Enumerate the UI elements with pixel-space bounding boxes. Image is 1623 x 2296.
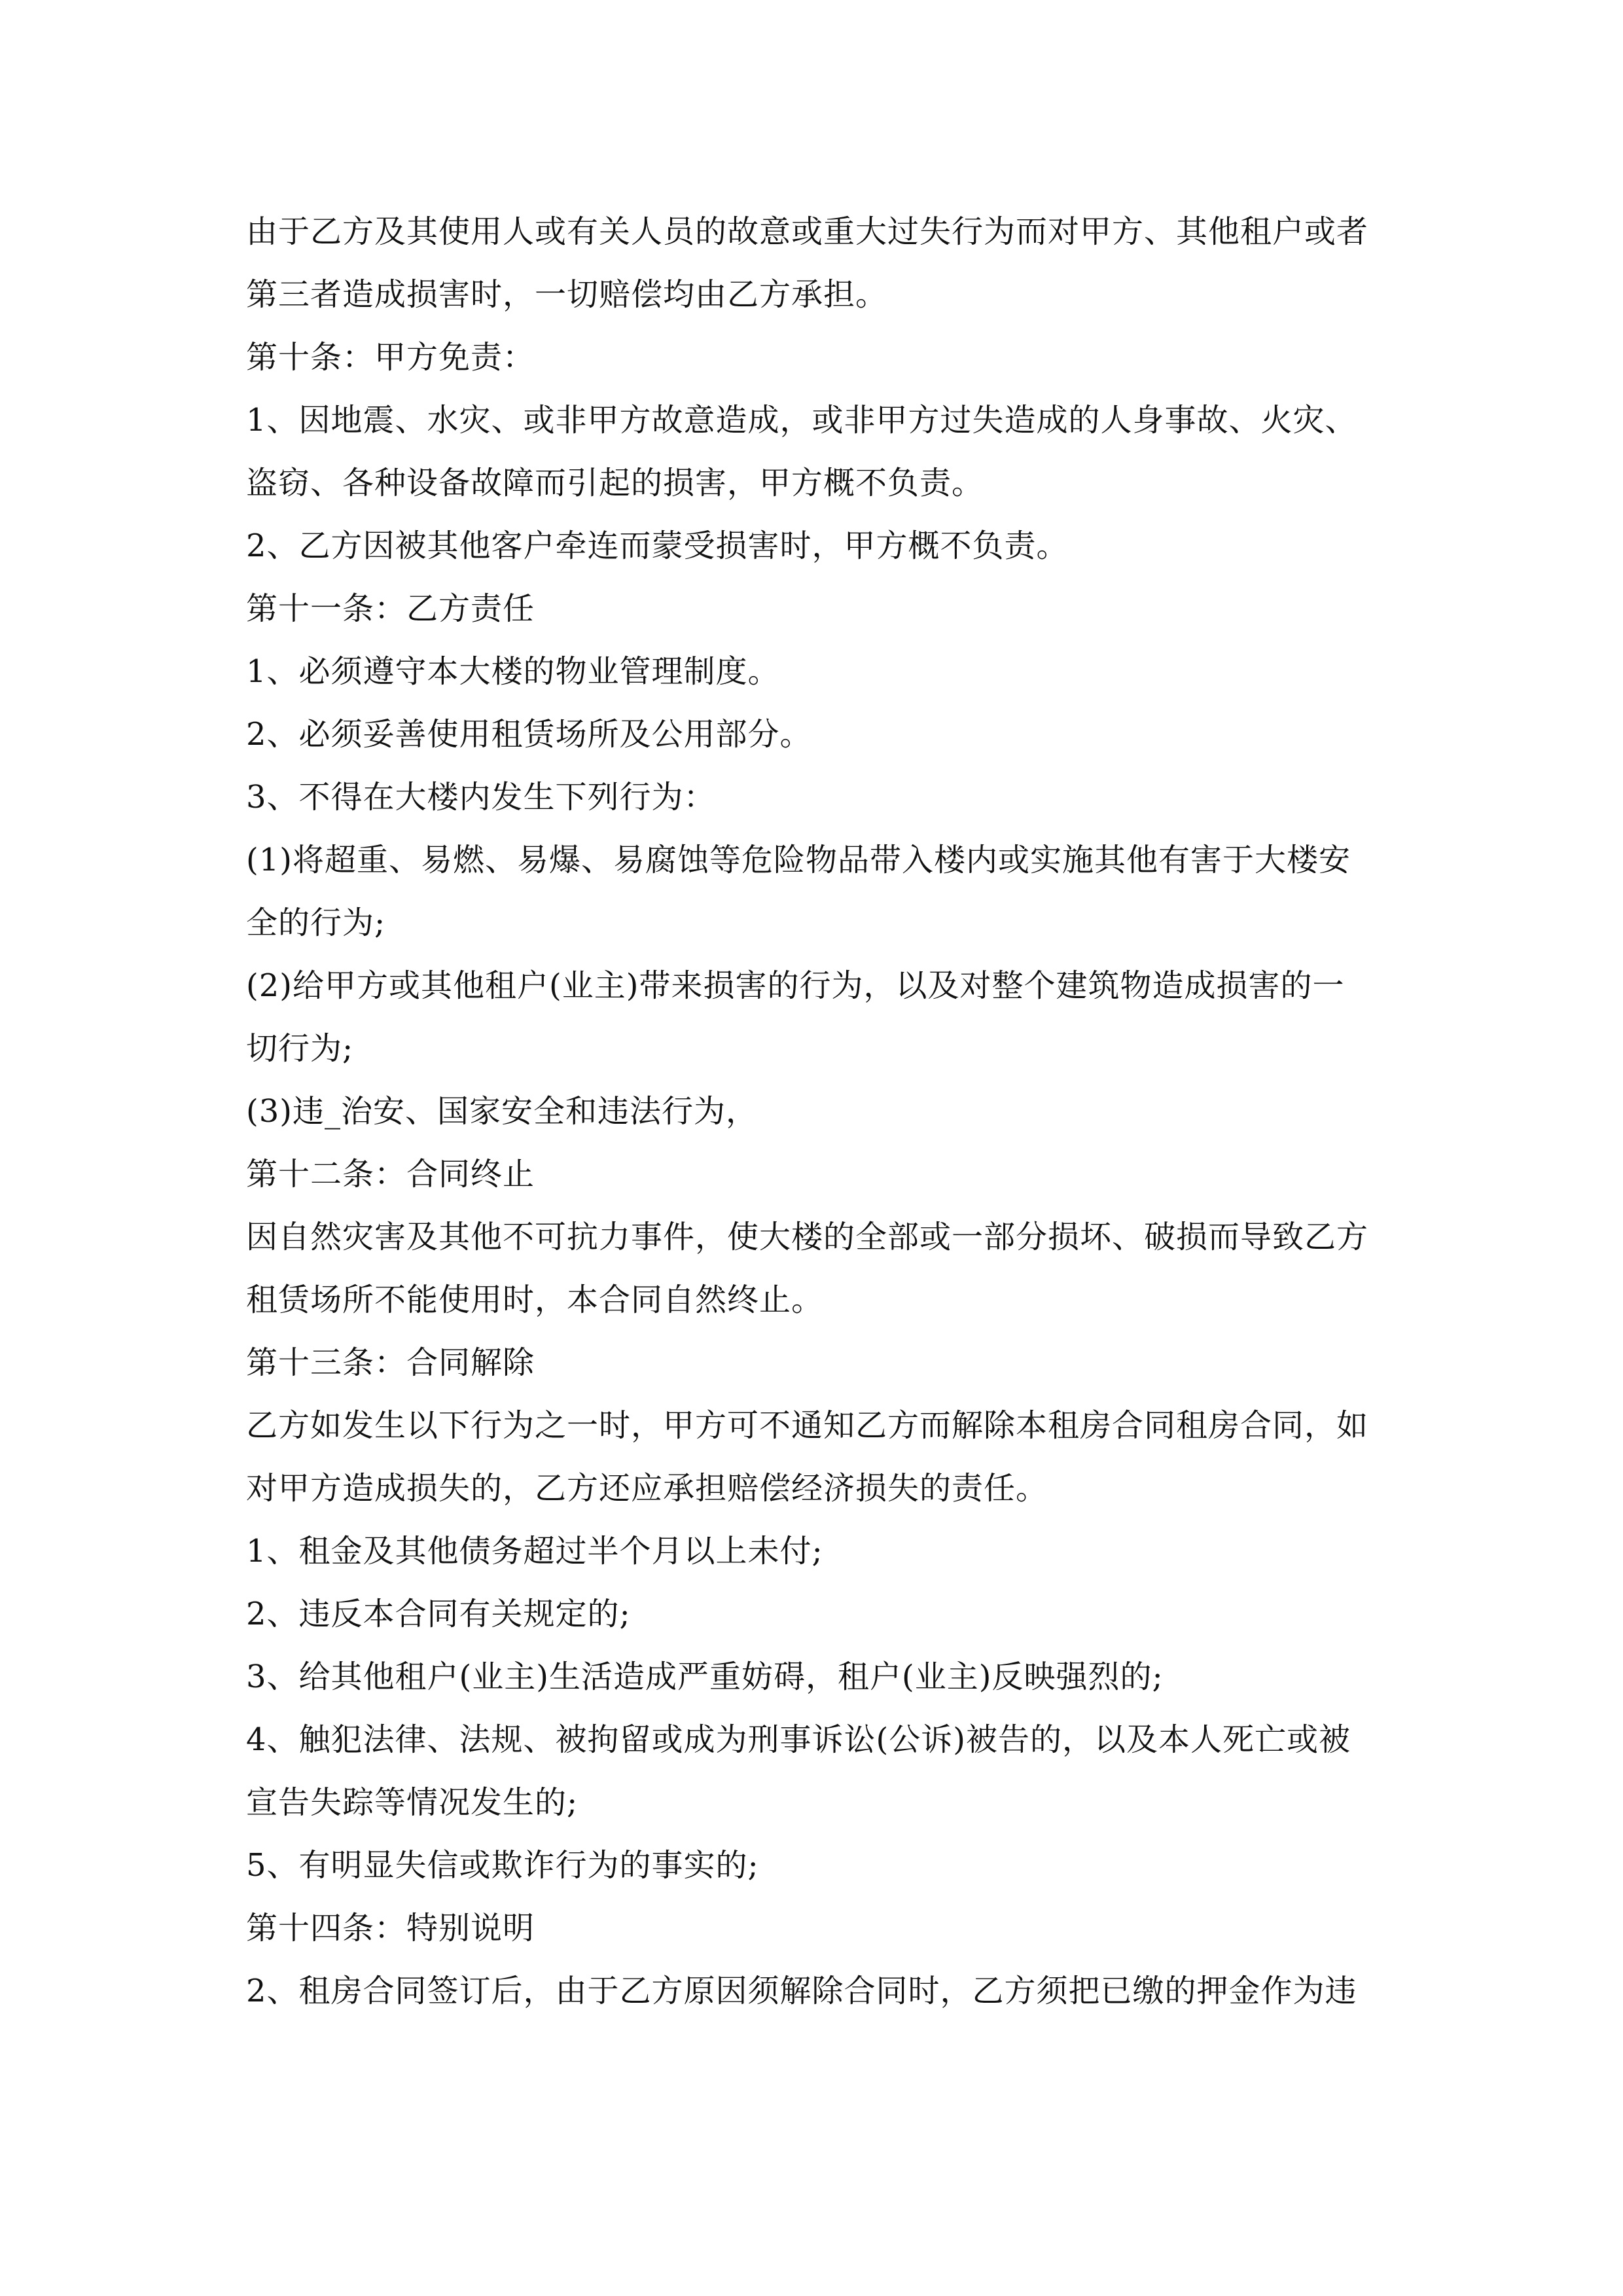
text-line: 宣告失踪等情况发生的; bbox=[246, 1784, 579, 1821]
text-line: 盗窃、各种设备故障而引起的损害，甲方概不负责。 bbox=[246, 465, 984, 501]
text-line: 3、不得在大楼内发生下列行为： bbox=[246, 779, 716, 816]
section-heading: 第十四条：特别说明 bbox=[246, 1910, 535, 1946]
section-heading: 第十三条：合同解除 bbox=[246, 1344, 535, 1381]
text-line: 2、违反本合同有关规定的; bbox=[246, 1596, 631, 1632]
text-line: 对甲方造成损失的，乙方还应承担赔偿经济损失的责任。 bbox=[246, 1470, 1048, 1507]
text-line: 切行为; bbox=[246, 1030, 354, 1067]
text-line: 租赁场所不能使用时，本合同自然终止。 bbox=[246, 1282, 824, 1318]
section-heading: 第十二条：合同终止 bbox=[246, 1156, 535, 1193]
text-line: 3、给其他租户(业主)生活造成严重妨碍，租户(业主)反映强烈的; bbox=[246, 1659, 1164, 1695]
text-line: 1、因地震、水灾、或非甲方故意造成，或非甲方过失造成的人身事故、火灾、 bbox=[246, 402, 1357, 439]
text-line: 1、租金及其他债务超过半个月以上未付; bbox=[246, 1533, 823, 1570]
document-body bbox=[246, 200, 1381, 2022]
text-line: 1、必须遵守本大楼的物业管理制度。 bbox=[246, 653, 780, 690]
text-line: (2)给甲方或其他租户(业主)带来损害的行为，以及对整个建筑物造成损害的一 bbox=[246, 967, 1345, 1004]
text-line: 5、有明显失信或欺诈行为的事实的; bbox=[246, 1847, 759, 1884]
text-line: 因自然灾害及其他不可抗力事件，使大楼的全部或一部分损坏、破损而导致乙方 bbox=[246, 1219, 1369, 1255]
text-line: (1)将超重、易燃、易爆、易腐蚀等危险物品带入楼内或实施其他有害于大楼安 bbox=[246, 842, 1351, 878]
text-line: 全的行为; bbox=[246, 905, 386, 941]
text-line: 乙方如发生以下行为之一时，甲方可不通知乙方而解除本租房合同租房合同，如 bbox=[246, 1407, 1369, 1444]
text-line: 第三者造成损害时，一切赔偿均由乙方承担。 bbox=[246, 276, 888, 313]
text-line: (3)违_治安、国家安全和违法行为， bbox=[246, 1093, 758, 1130]
text-line: 由于乙方及其使用人或有关人员的故意或重大过失行为而对甲方、其他租户或者 bbox=[246, 213, 1369, 250]
text-line: 2、必须妥善使用租赁场所及公用部分。 bbox=[246, 716, 812, 753]
section-heading: 第十一条：乙方责任 bbox=[246, 590, 535, 627]
text-line: 2、乙方因被其他客户牵连而蒙受损害时，甲方概不负责。 bbox=[246, 528, 1069, 564]
text-line: 4、触犯法律、法规、被拘留或成为刑事诉讼(公诉)被告的，以及本人死亡或被 bbox=[246, 1721, 1351, 1758]
text-line: 2、租房合同签订后，由于乙方原因须解除合同时，乙方须把已缴的押金作为违 bbox=[246, 1973, 1357, 2009]
section-heading: 第十条：甲方免责： bbox=[246, 339, 535, 376]
